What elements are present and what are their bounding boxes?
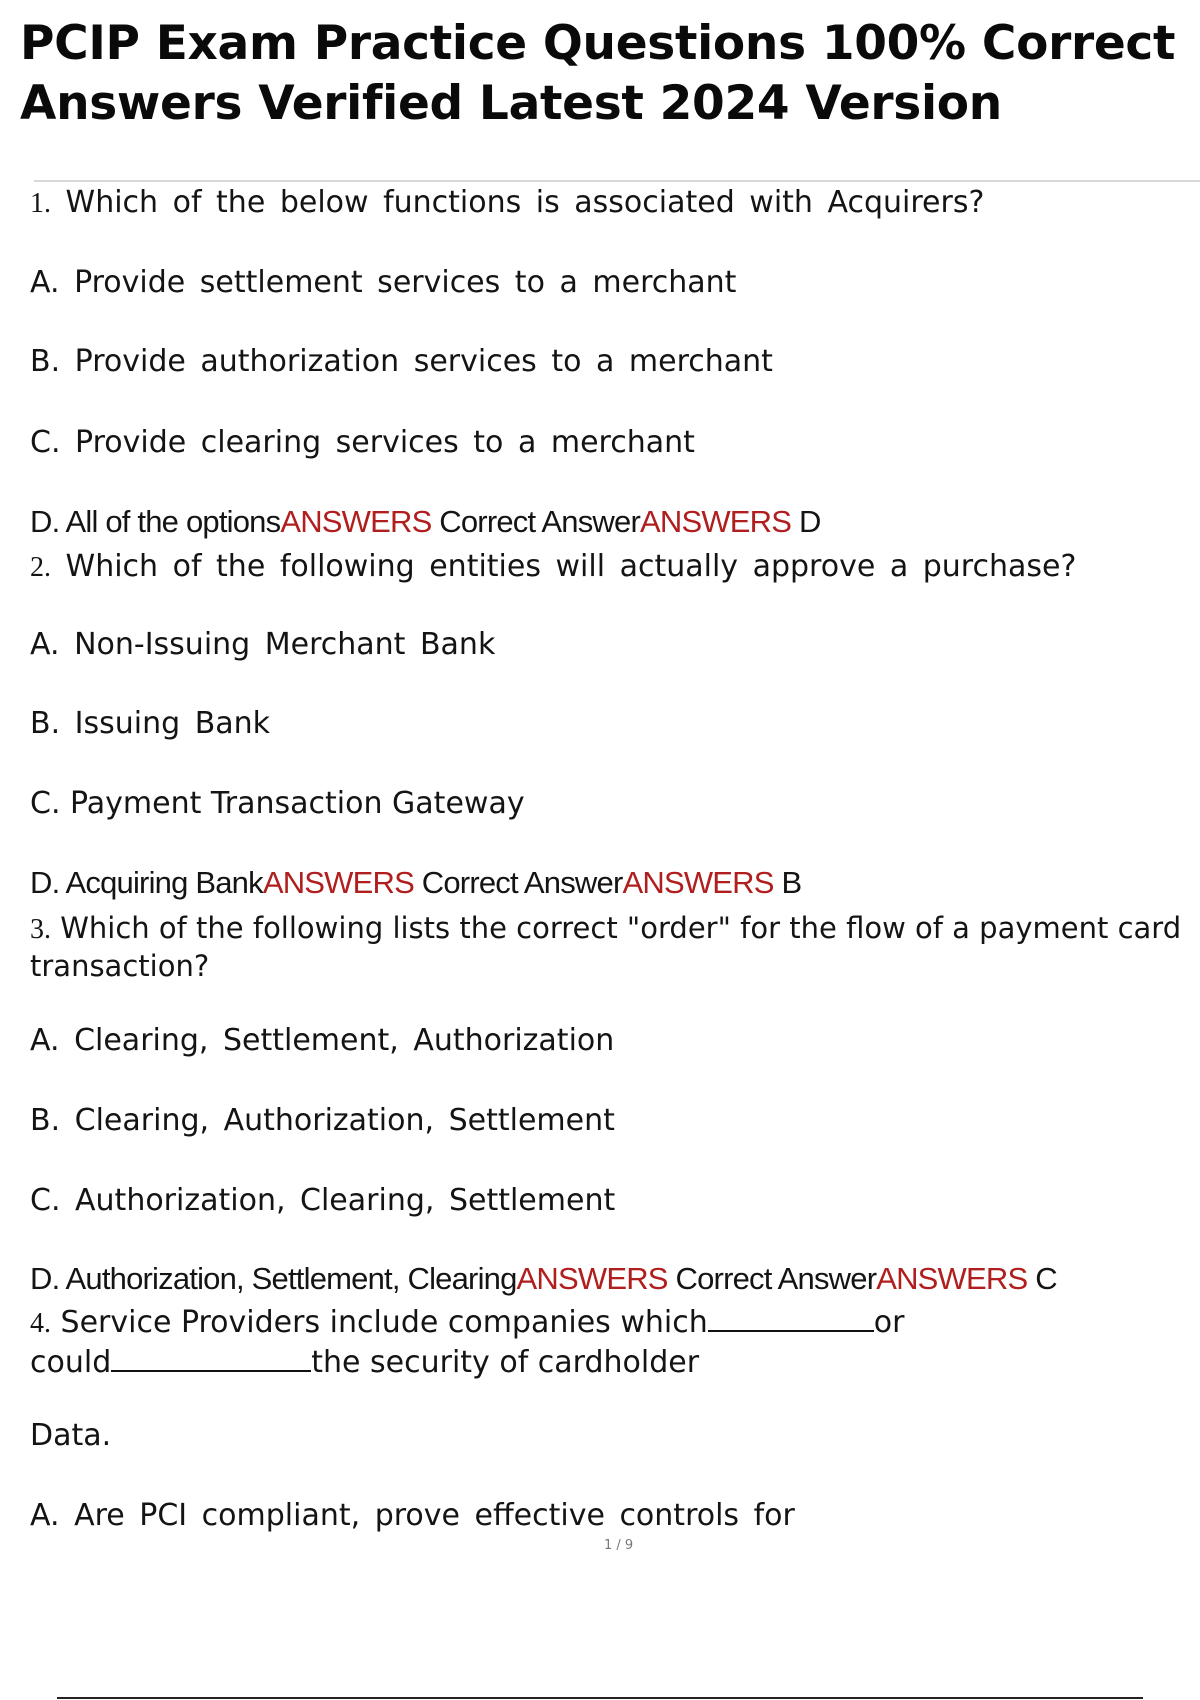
question-2-option-d: D. Acquiring Bank [30, 865, 263, 900]
question-2-text [30, 548, 1076, 587]
question-1-number: 1. [30, 188, 51, 219]
answers-tag: ANSWERS [262, 865, 414, 900]
question-4-text-line-3: Data. [30, 1418, 112, 1453]
correct-answer-label: Correct Answer [413, 865, 623, 900]
question-4-stem-part-3: could [30, 1345, 112, 1380]
footer-divider [57, 1697, 1143, 1699]
question-3-option-d-answer [30, 1260, 1057, 1298]
question-2-option-b: B. Issuing Bank [30, 706, 271, 741]
correct-answer-label: Correct Answer [431, 504, 640, 539]
question-4-number: 4. [30, 1308, 51, 1339]
question-3-option-c: C. Authorization, Clearing, Settlement [30, 1183, 616, 1218]
correct-answer-value: B [773, 865, 802, 900]
question-3-option-b: B. Clearing, Authorization, Settlement [30, 1103, 615, 1138]
question-3-option-a: A. Clearing, Settlement, Authorization [30, 1023, 615, 1058]
correct-answer-value: C [1027, 1261, 1057, 1296]
question-4-text-line-1 [30, 1304, 904, 1343]
answers-tag: ANSWERS [639, 504, 792, 539]
question-2-option-a: A. Non-Issuing Merchant Bank [30, 627, 496, 662]
question-4-stem-part-2: or [873, 1305, 905, 1340]
correct-answer-label: Correct Answer [667, 1261, 877, 1296]
question-2-option-c: C. Payment Transaction Gateway [30, 786, 525, 821]
title-line-2: Answers Verified Latest 2024 Version [20, 76, 1002, 131]
answers-tag: ANSWERS [876, 1261, 1028, 1296]
document-title [20, 14, 1176, 134]
answers-tag: ANSWERS [280, 504, 432, 539]
fill-in-blank [708, 1304, 874, 1332]
question-1-option-d-answer [30, 503, 821, 541]
question-3-number: 3. [30, 914, 51, 945]
question-1-text [30, 184, 984, 223]
question-1-option-c: C. Provide clearing services to a merchant [30, 425, 695, 460]
question-3-text-line-1 [30, 909, 1181, 949]
question-2-number: 2. [30, 552, 51, 583]
question-3-text-line-2: transaction? [30, 949, 210, 983]
question-3-option-d: D. Authorization, Settlement, Clearing [30, 1261, 517, 1296]
question-3-stem: Which of the following lists the correct "order" for the flow of a payment card [51, 911, 1182, 945]
question-2-option-d-answer [30, 864, 801, 902]
question-1-stem: Which of the below functions is associated with Acquirers? [51, 185, 985, 220]
question-4-option-a: A. Are PCI compliant, prove effective controls for [30, 1498, 795, 1533]
question-1-option-d: D. All of the options [30, 504, 281, 539]
question-4-stem-part-1: Service Providers include companies which [51, 1305, 708, 1340]
page-number: 1 / 9 [604, 1538, 634, 1553]
header-divider [34, 180, 1200, 182]
question-1-option-a: A. Provide settlement services to a merchant [30, 265, 737, 300]
answers-tag: ANSWERS [622, 865, 774, 900]
question-1-option-b: B. Provide authorization services to a merchant [30, 344, 773, 379]
title-line-1: PCIP Exam Practice Questions 100% Correct [20, 16, 1176, 71]
question-4-text-line-2 [30, 1344, 699, 1382]
question-4-stem-part-4: the security of cardholder [311, 1345, 700, 1380]
question-2-stem: Which of the following entities will actually approve a purchase? [51, 549, 1077, 584]
correct-answer-value: D [791, 504, 821, 539]
answers-tag: ANSWERS [516, 1261, 668, 1296]
fill-in-blank [111, 1344, 311, 1372]
